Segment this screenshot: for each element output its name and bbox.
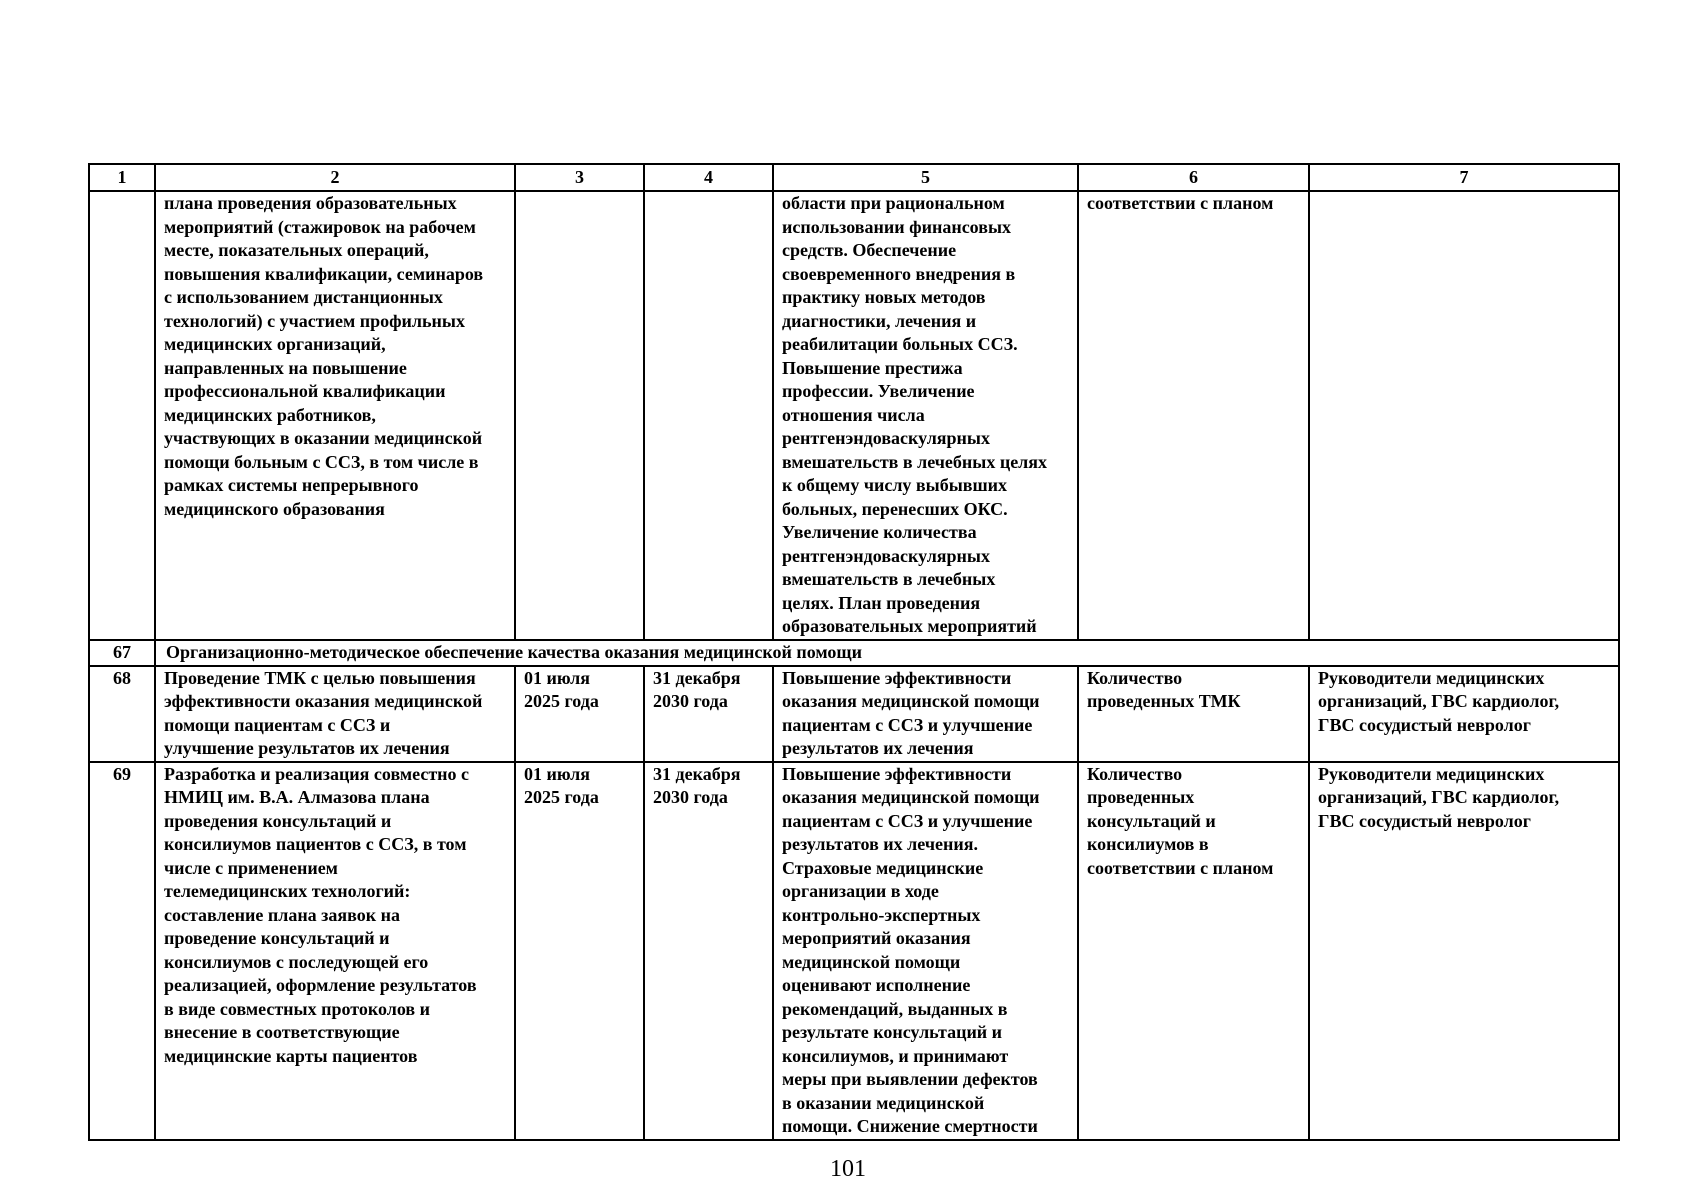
section-title-cell: Организационно-методическое обеспечение качества оказания медицинской помощи: [155, 640, 1619, 666]
start-date-cell: [515, 191, 644, 640]
indicator-cell: соответствии с планом: [1078, 191, 1309, 640]
table-row: [89, 762, 1619, 1140]
header-cell: 6: [1078, 164, 1309, 191]
table-row: [89, 191, 1619, 640]
expected-result-cell: Повышение эффективности оказания медицинской помощи пациентам с ССЗ и улучшение результатов их лечения. Страховые медицинские организации в ходе контрольно-экспертных мероприятий оказания медицинской помощи оценивают исполнение рекомендаций, выданных в результате консультаций и консилиумов, и принимают меры при выявлении дефектов в оказании медицинской помощи. Снижение смертности: [773, 762, 1078, 1140]
end-date-cell: [644, 191, 773, 640]
row-number-cell: 69: [89, 762, 155, 1140]
header-cell: 3: [515, 164, 644, 191]
responsible-cell: Руководители медицинских организаций, ГВС кардиолог, ГВС сосудистый невролог: [1309, 666, 1619, 762]
table-row: [89, 666, 1619, 762]
responsible-cell: Руководители медицинских организаций, ГВС кардиолог, ГВС сосудистый невролог: [1309, 762, 1619, 1140]
start-date-cell: 01 июля 2025 года: [515, 762, 644, 1140]
section-row: [89, 640, 1619, 666]
expected-result-cell: Повышение эффективности оказания медицинской помощи пациентам с ССЗ и улучшение результатов их лечения: [773, 666, 1078, 762]
indicator-cell: Количество проведенных ТМК: [1078, 666, 1309, 762]
header-cell: 1: [89, 164, 155, 191]
row-number-cell: 67: [89, 640, 155, 666]
header-cell: 4: [644, 164, 773, 191]
row-number-cell: [89, 191, 155, 640]
plan-table: [88, 163, 1620, 1141]
activity-name-cell: Проведение ТМК с целью повышения эффективности оказания медицинской помощи пациентам с ССЗ и улучшение результатов их лечения: [155, 666, 515, 762]
header-cell: 5: [773, 164, 1078, 191]
activity-name-cell: плана проведения образовательных мероприятий (стажировок на рабочем месте, показательных операций, повышения квалификации, семинаров с использованием дистанционных технологий) с участием профильных медицинских организаций, направленных на повышение профессиональной квалификации медицинских работников, участвующих в оказании медицинской помощи больным с ССЗ, в том числе в рамках системы непрерывного медицинского образования: [155, 191, 515, 640]
header-row: [89, 164, 1619, 191]
start-date-cell: 01 июля 2025 года: [515, 666, 644, 762]
activity-name-cell: Разработка и реализация совместно с НМИЦ им. В.А. Алмазова плана проведения консультаций и консилиумов пациентов с ССЗ, в том числе с применением телемедицинских технологий: составление плана заявок на проведение консультаций и консилиумов с последующей его реализацией, оформление результатов в виде совместных протоколов и внесение в соответствующие медицинские карты пациентов: [155, 762, 515, 1140]
responsible-cell: [1309, 191, 1619, 640]
row-number-cell: 68: [89, 666, 155, 762]
header-cell: 2: [155, 164, 515, 191]
header-cell: 7: [1309, 164, 1619, 191]
end-date-cell: 31 декабря 2030 года: [644, 666, 773, 762]
end-date-cell: 31 декабря 2030 года: [644, 762, 773, 1140]
page-number: 101: [830, 1156, 866, 1182]
expected-result-cell: области при рациональном использовании финансовых средств. Обеспечение своевременного внедрения в практику новых методов диагностики, лечения и реабилитации больных ССЗ. Повышение престижа профессии. Увеличение отношения числа рентгенэндоваскулярных вмешательств в лечебных целях к общему числу выбывших больных, перенесших ОКС. Увеличение количества рентгенэндоваскулярных вмешательств в лечебных целях. План проведения образовательных мероприятий: [773, 191, 1078, 640]
indicator-cell: Количество проведенных консультаций и консилиумов в соответствии с планом: [1078, 762, 1309, 1140]
